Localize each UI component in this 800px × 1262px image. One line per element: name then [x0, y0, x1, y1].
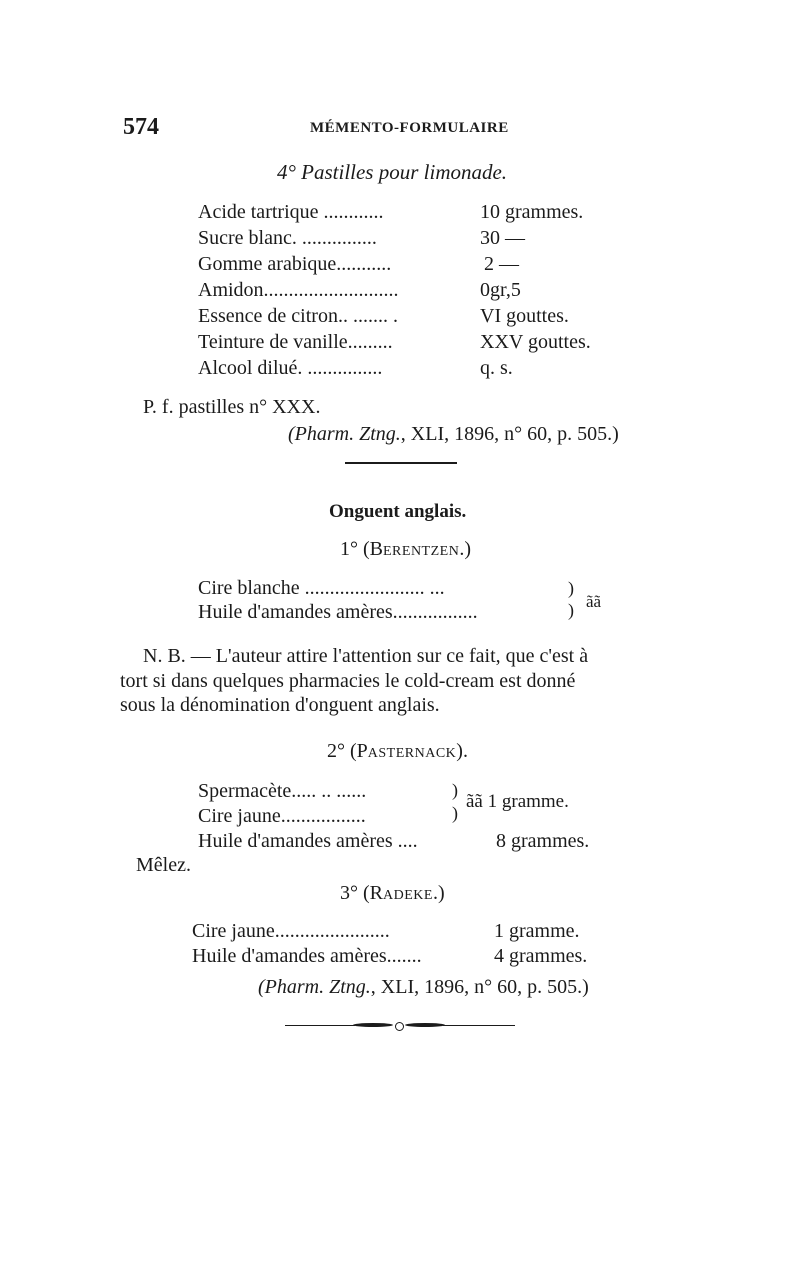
ingredient-qty: 1 gramme.	[494, 920, 580, 942]
ingredient-qty: VI gouttes.	[480, 305, 569, 327]
ingredient-label: Teinture de vanille.........	[198, 331, 393, 353]
ingredient-qty: 10 grammes.	[480, 201, 584, 223]
section-title-pastilles: 4° Pastilles pour limonade.	[277, 160, 508, 184]
subsection-number: 2° (P	[327, 740, 368, 762]
ingredient-qty: XXV gouttes.	[480, 331, 591, 353]
reference-journal: (Pharm. Ztng.	[258, 976, 371, 998]
ingredient-label: Huile d'amandes amères ....	[198, 830, 418, 852]
reference-details: , XLI, 1896, n° 60, p. 505.)	[400, 423, 619, 445]
subsection-author: ADEKE	[383, 888, 433, 903]
brace: )	[452, 803, 458, 823]
section-divider	[345, 462, 457, 464]
instruction: Mêlez.	[136, 854, 191, 876]
ingredient-label: Cire jaune.......................	[192, 920, 390, 942]
reference-journal: (Pharm. Ztng.	[288, 423, 401, 445]
ingredient-label: Huile d'amandes amères.................	[198, 601, 478, 623]
brace: )	[568, 578, 574, 598]
ingredient-qty: 2 —	[484, 253, 519, 275]
brace: )	[568, 600, 574, 620]
subsection-number: 3° (R	[340, 882, 383, 904]
ingredient-qty: q. s.	[480, 357, 513, 379]
ingredient-label: Sucre blanc. ...............	[198, 227, 377, 249]
ingredient-label: Spermacète..... .. ......	[198, 780, 367, 802]
ingredient-qty: 0gr,5	[480, 279, 521, 301]
aa-abbreviation: ãã	[586, 592, 602, 611]
note-line: sous la dénomination d'onguent anglais.	[120, 694, 440, 716]
ingredient-label: Cire blanche ........................ ...	[198, 577, 445, 599]
subsection-radeke	[340, 882, 445, 905]
note-line: tort si dans quelques pharmacies le cold-cream est donné	[120, 670, 576, 692]
end-ornament	[285, 1021, 515, 1031]
reference-details: , XLI, 1896, n° 60, p. 505.)	[370, 976, 589, 998]
subsection-close: .)	[459, 538, 471, 560]
ingredient-label: Huile d'amandes amères.......	[192, 945, 422, 967]
subsection-berentzen	[340, 538, 471, 561]
ingredient-label: Acide tartrique ............	[198, 201, 384, 223]
subsection-close: .)	[432, 882, 445, 904]
subsection-close: ).	[456, 740, 468, 762]
preparation-note: P. f. pastilles n° XXX.	[143, 396, 321, 418]
subsection-author: ASTERNACK	[367, 746, 457, 761]
reference	[288, 423, 619, 446]
section-title-onguent: Onguent anglais.	[329, 501, 467, 522]
subsection-number: 1° (B	[340, 538, 383, 560]
aa-quantity: ãã 1 gramme.	[466, 791, 569, 812]
ingredient-label: Amidon...........................	[198, 279, 399, 301]
brace: )	[452, 780, 458, 800]
ingredient-label: Gomme arabique...........	[198, 253, 392, 275]
subsection-pasternack	[327, 740, 468, 763]
ingredient-qty: 8 grammes.	[496, 830, 590, 852]
ingredient-label: Essence de citron.. ....... .	[198, 305, 398, 327]
page-number: 574	[123, 114, 159, 140]
ingredient-label: Cire jaune.................	[198, 805, 366, 827]
ingredient-qty: 4 grammes.	[494, 945, 588, 967]
reference	[258, 976, 589, 999]
subsection-author: ERENTZEN	[383, 544, 460, 559]
note-line: N. B. — L'auteur attire l'attention sur ce fait, que c'est à	[143, 645, 589, 667]
running-title: MÉMENTO-FORMULAIRE	[310, 120, 509, 136]
ingredient-qty: 30 —	[480, 227, 525, 249]
ingredient-label: Alcool dilué. ...............	[198, 357, 383, 379]
